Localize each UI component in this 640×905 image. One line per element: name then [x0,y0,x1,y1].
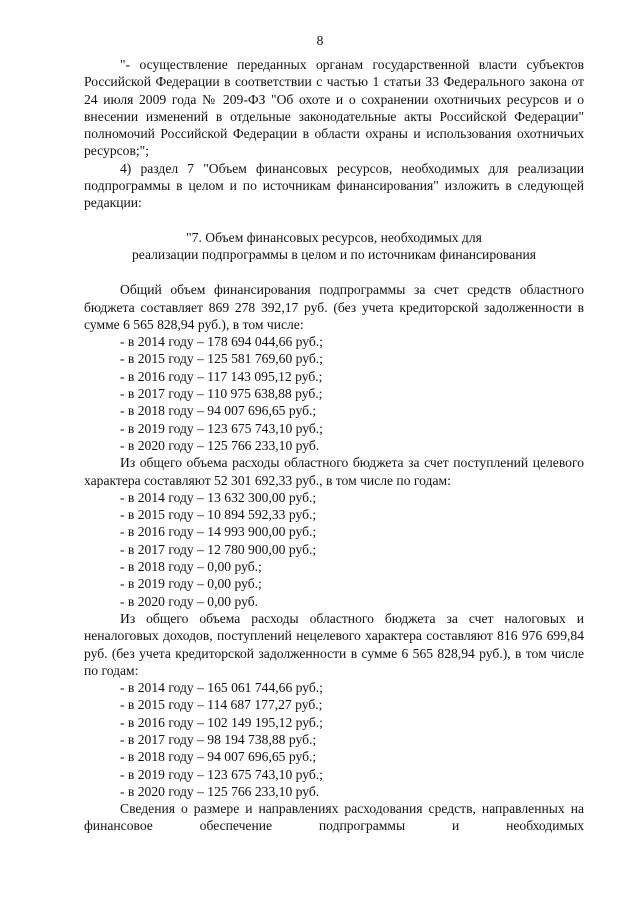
list-item: - в 2014 году – 178 694 044,66 руб.; [120,334,323,350]
spacer [84,263,584,281]
list-item: - в 2017 году – 110 975 638,88 руб.; [120,386,323,402]
targeted-funding-by-year-list [84,489,584,610]
list-item: - в 2017 году – 98 194 738,88 руб.; [120,731,317,747]
list-item: - в 2019 году – 0,00 руб.; [120,576,262,592]
total-funding-paragraph: Общий объем финансирования подпрограммы за счет средств областного бюджета составляет 869 278 392,17 руб. (без учета кредиторской задолженности в сумме 6 565 828,94 руб.), в том числе: [84,282,584,332]
list-item: - в 2019 году – 123 675 743,10 руб.; [120,766,323,782]
list-item: - в 2015 году – 114 687 177,27 руб.; [120,697,323,713]
list-item: - в 2020 году – 125 766 233,10 руб. [120,437,320,453]
intro-paragraph: "- осуществление переданных органам государственной власти субъектов Российской Федерации в соответствии с частью 1 статьи 33 Федерального закона от 24 июля 2009 года № 209-ФЗ "Об охоте и о сохранении охотничьих ресурсов и о внесении изменений в отдельные законодательные акты Российской Федерации" полномочий Российской Федерации в области охраны и использования охотничьих ресурсов;"; [84,57,584,159]
closing-paragraph: Сведения о размере и направлениях расходования средств, направленных на финансовое обеспечение подпрограммы и необходимых [84,801,584,834]
list-item: - в 2014 году – 13 632 300,00 руб.; [120,489,317,505]
section-heading-line-2: реализации подпрограммы в целом и по источникам финансирования [131,246,536,262]
item-4-paragraph: 4) раздел 7 "Объем финансовых ресурсов, необходимых для реализации подпрограммы в целом и по источникам финансирования" изложить в следующей редакции: [84,160,584,211]
list-item: - в 2016 году – 14 993 900,00 руб.; [120,524,317,540]
list-item: - в 2016 году – 117 143 095,12 руб.; [120,368,323,384]
list-item: - в 2015 году – 10 894 592,33 руб.; [120,507,317,523]
total-funding-by-year-list [84,333,584,454]
list-item: - в 2019 году – 123 675 743,10 руб.; [120,420,323,436]
section-heading-line-1: "7. Объем финансовых ресурсов, необходимых для [186,229,482,245]
list-item: - в 2020 году – 0,00 руб. [120,593,259,609]
tax-funding-by-year-list [84,679,584,800]
list-item: - в 2016 году – 102 149 195,12 руб.; [120,714,323,730]
list-item: - в 2020 году – 125 766 233,10 руб. [120,783,320,799]
list-item: - в 2018 году – 0,00 руб.; [120,559,262,575]
list-item: - в 2018 году – 94 007 696,65 руб.; [120,403,317,419]
tax-funding-paragraph: Из общего объема расходы областного бюджета за счет налоговых и неналоговых доходов, поступлений нецелевого характера составляют 816 976 699,84 руб. (без учета кредиторской задолженности в сумме 6 565 828,94 руб.), в том числе по годам: [84,610,584,678]
list-item: - в 2017 году – 12 780 900,00 руб.; [120,541,317,557]
targeted-funding-paragraph: Из общего объема расходы областного бюджета за счет поступлений целевого характера составляют 52 301 692,33 руб., в том числе по годам: [84,455,584,488]
list-item: - в 2018 году – 94 007 696,65 руб.; [120,749,317,765]
spacer [84,212,584,229]
page-number: 8 [316,33,324,48]
list-item: - в 2015 году – 125 581 769,60 руб.; [120,351,323,367]
list-item: - в 2014 году – 165 061 744,66 руб.; [120,680,323,696]
document-body [84,56,584,835]
